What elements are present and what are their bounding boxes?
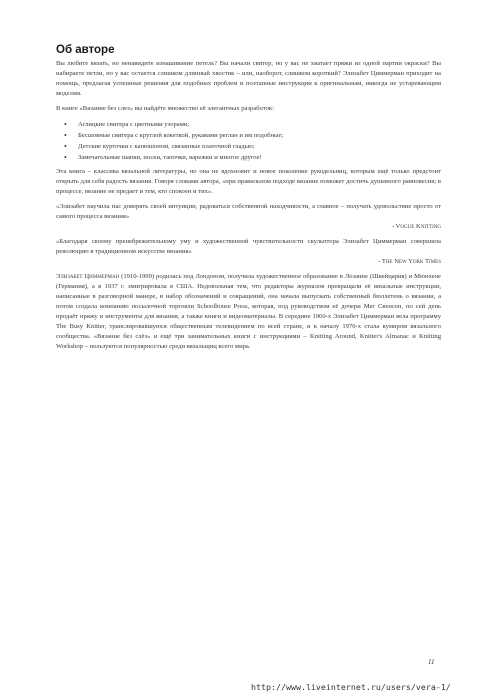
page-title: Об авторе	[56, 44, 115, 56]
classic-paragraph: Эта книга – классика вязальной литературы, но она не вдохновит и новое поколение рукодельниц, которым ещё только предстоит открыть для себя радость вязания. Говоря словами автора, «при правильном подходе вязание поможет достичь душевного равновесия; в процессе, вязание не предает и тем, кто спокоен и тих».	[56, 168, 441, 195]
quote-text: «Элизабет научила нас доверять своей интуиции, радоваться собственной находчивости, а главное – получать удовольствие просто от самого процесса вязания»	[56, 203, 441, 220]
biography-text: (1910-1999) родилась под Лондоном, получила художественное образование в Лозанне (Швейцария) и Мюнхене (Германия), а в 1937 г. эмигрировала в США. Недовольная тем, что редакторы журналов превращали её вязальные инструкции, написанные в разговорной манере, в набор обозначений и сокращений, она начала выпускать собственный бюллетень о вязании, а потом создала компанию посылочной торговли Schoolhouse Press, которая, под руководством её дочери Мег Свенсен, по сей день продаёт пряжу и инструменты для вязания, а также книги и видеоматериалы. В середине 1960-х Элизабет Циммерман вела программу The Busy Knitter, транслировавшуюся общественным телевидением по всей стране, и к началу 1970-х стала кумиром вязального сообщества. «Вязание без слёз» и ещё три занимательных книги с инструкциями – Knitting Around, Knitter's Almanac и Knitting Workshop – пользуются популярностью среди вязальщиц всего мира.	[56, 273, 441, 350]
book-intro-line: В книге «Вязание без слез» вы найдёте множество её элегантных разработок:	[56, 105, 274, 112]
quote-block-1	[56, 202, 441, 232]
quote-source: - Vogue Knitting	[391, 223, 441, 230]
quote-text: «Благодаря своему пренебрежительному уму и художественной чувствительности скульптора Элизабет Циммерман совершила революцию в традиционном искусстве вязания»	[56, 238, 441, 255]
features-list	[56, 119, 441, 163]
intro-paragraph: Вы любите вязать, но ненавидите изнашивание петель? Вы начали свитер, но у вас не хватает пряжи из одной партии окраски? Вы набираете петли, но у вас остается слишком длинный хвостик – или, наоборот, слишком короткий? Элизабет Циммерман приходит на помощь, предлагая успешные решения для подобных проблем и поэтапные инструкции к оригинальным, никогда не устаревающим моделям.	[56, 60, 441, 97]
page-content	[56, 44, 441, 357]
author-name: Элизабет Циммерман	[56, 273, 120, 280]
page-number: 11	[428, 658, 435, 666]
list-item: • Аглицкие свитера с цветными узорами;	[78, 119, 441, 130]
quote-block-2	[56, 237, 441, 267]
watermark-url: http://www.liveinternet.ru/users/vera-1/	[251, 682, 451, 692]
list-item: • Замечательные шапки, носки, тапочки, варежки и многое другое!	[78, 152, 441, 163]
list-item: • Детские курточки с капюшоном, связанные платочной гладью;	[78, 141, 441, 152]
list-item: • Бесшовные свитера с круглой кокеткой, рукавами реглан и им подобные;	[78, 130, 441, 141]
biography-paragraph	[56, 272, 441, 352]
quote-source: - The New York Times	[378, 258, 441, 265]
